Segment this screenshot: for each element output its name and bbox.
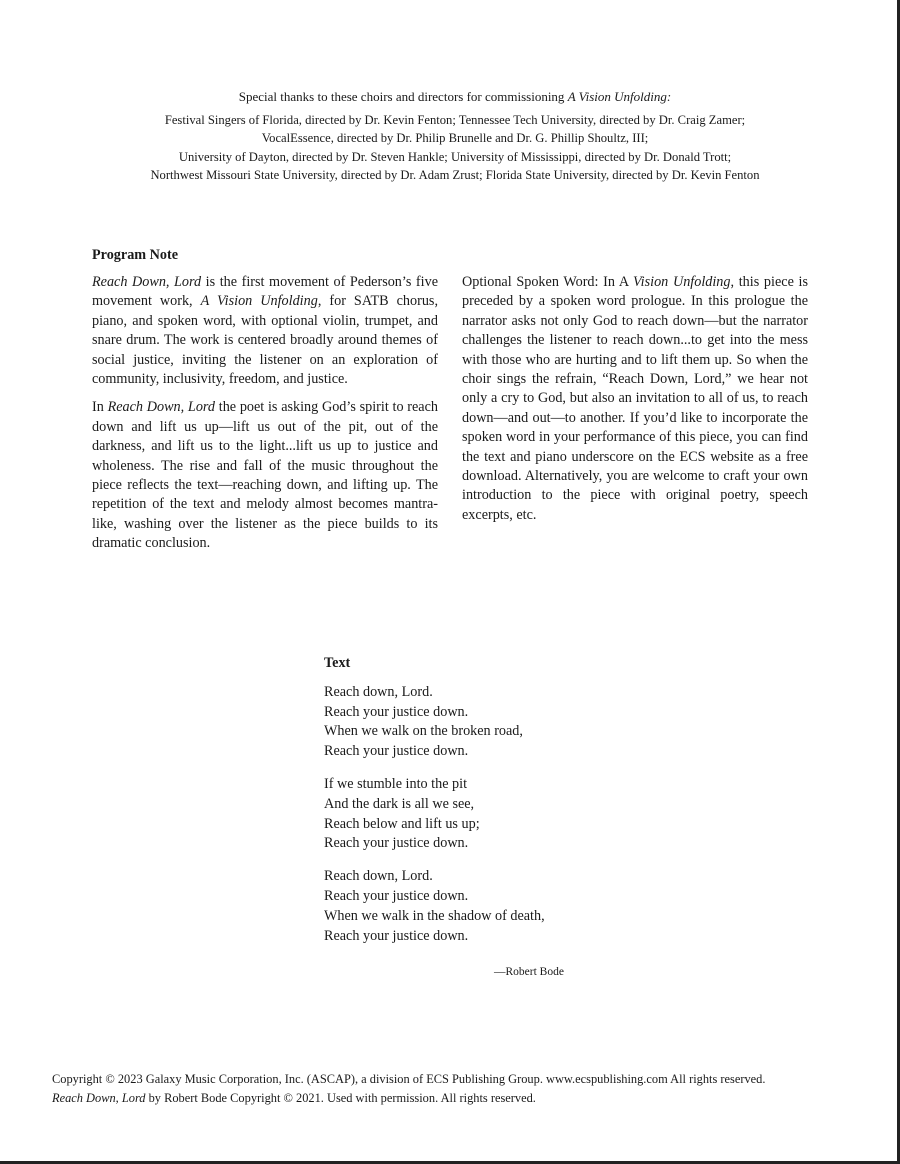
text-heading: Text	[324, 655, 351, 671]
paragraph-text: , for SATB chorus, piano, and spoken word, with optional violin, trumpet, and snare drum. The work is centered broadly around themes of social justice, inviting the listener on an exploration of community, inclusivity, freedom, and justice.	[92, 293, 439, 388]
lyric-line: Reach your justice down.	[324, 887, 469, 904]
paragraph-text: , this piece is preceded by a spoken word prologue. In this prologue the narrator asks not only God to reach down—but the narrator challenges the listener to reach down...to get into the mess with those who are hurting and to lift them up. So when the choir sings the refrain, “Reach Down, Lord,” we hear not only a cry to God, but also an invitation to all of us, to reach down—and out—to another. If you’d like to incorporate the spoken word in your performance of this piece, you can find the text and piano underscore on the ECS website as a free download. Alternatively, you are welcome to craft your own introduction to the piece with original poetry, speech excerpts, etc.	[462, 274, 809, 523]
paragraph-text: Optional Spoken Word: In A	[462, 274, 634, 290]
copyright-footer	[52, 1070, 852, 1107]
commission-thanks	[60, 88, 850, 185]
program-note-paragraph-1	[92, 273, 438, 389]
lyric-line: Reach down, Lord.	[324, 683, 433, 700]
work-title: Reach Down, Lord	[52, 1090, 146, 1105]
lyric-line: Reach your justice down.	[324, 703, 469, 720]
thanks-line: VocalEssence, directed by Dr. Philip Brunelle and Dr. G. Phillip Shoultz, III;	[261, 131, 649, 146]
paragraph-text: is the first movement of Pederson’s five movement work,	[92, 274, 438, 310]
lyric-line: Reach your justice down.	[324, 743, 469, 760]
copyright-line-1: Copyright © 2023 Galaxy Music Corporation, Inc. (ASCAP), a division of ECS Publishing Group. www.ecspublishing.com All rights reserved.	[52, 1072, 766, 1086]
program-note-paragraph-2	[92, 398, 438, 553]
copyright-line-2-text: by Robert Bode Copyright © 2021. Used with permission. All rights reserved.	[145, 1090, 536, 1105]
stanza-1	[324, 683, 644, 762]
program-note-left-column	[92, 273, 438, 563]
thanks-lead	[60, 88, 850, 107]
lyric-line: Reach down, Lord.	[324, 868, 433, 885]
lyric-line: Reach your justice down.	[324, 927, 469, 944]
thanks-line: Festival Singers of Florida, directed by Dr. Kevin Fenton; Tennessee Tech University, directed by Dr. Craig Zamer;	[164, 112, 746, 127]
stanza-3	[324, 867, 644, 946]
thanks-lead-title: A Vision Unfolding:	[567, 89, 672, 104]
lyric-line: And the dark is all we see,	[324, 795, 475, 812]
thanks-line: Northwest Missouri State University, directed by Dr. Adam Zrust; Florida State University, directed by Dr. Kevin Fenton	[150, 168, 760, 183]
work-title: Reach Down, Lord	[107, 399, 216, 416]
stanza-2	[324, 775, 644, 854]
work-title: Vision Unfolding	[633, 274, 731, 290]
lyric-line: If we stumble into the pit	[324, 775, 468, 792]
lyric-line: When we walk on the broken road,	[324, 723, 523, 740]
lyric-line: Reach your justice down.	[324, 835, 469, 852]
copyright-line-2	[52, 1089, 852, 1108]
lyric-line: When we walk in the shadow of death,	[324, 907, 545, 924]
lyric-line: Reach below and lift us up;	[324, 815, 480, 832]
work-title: Reach Down, Lord	[92, 274, 202, 290]
program-note-right-column	[462, 273, 808, 534]
paragraph-text: the poet is asking God’s spirit to reach down and lift us up—lift us out of the pit, out of the darkness, and lift us to the light...lift us up to justice and wholeness. The rise and fall of the music throughout the piece reflects the text—reaching down, and lifting up. The repetition of the text and melody almost becomes mantra-like, washing over the listener as the piece builds to its dramatic conclusion.	[92, 399, 438, 552]
text-author: —Robert Bode	[494, 966, 564, 978]
thanks-lead-text: Special thanks to these choirs and directors for commissioning	[238, 89, 568, 104]
lyrics-section	[324, 654, 644, 959]
thanks-line: University of Dayton, directed by Dr. Steven Hankle; University of Mississippi, directed by Dr. Donald Trott;	[178, 149, 732, 164]
program-note-heading: Program Note	[92, 247, 179, 263]
program-note-paragraph-3	[462, 273, 808, 525]
work-title: A Vision Unfolding	[200, 293, 318, 310]
paragraph-text: In	[92, 399, 108, 416]
